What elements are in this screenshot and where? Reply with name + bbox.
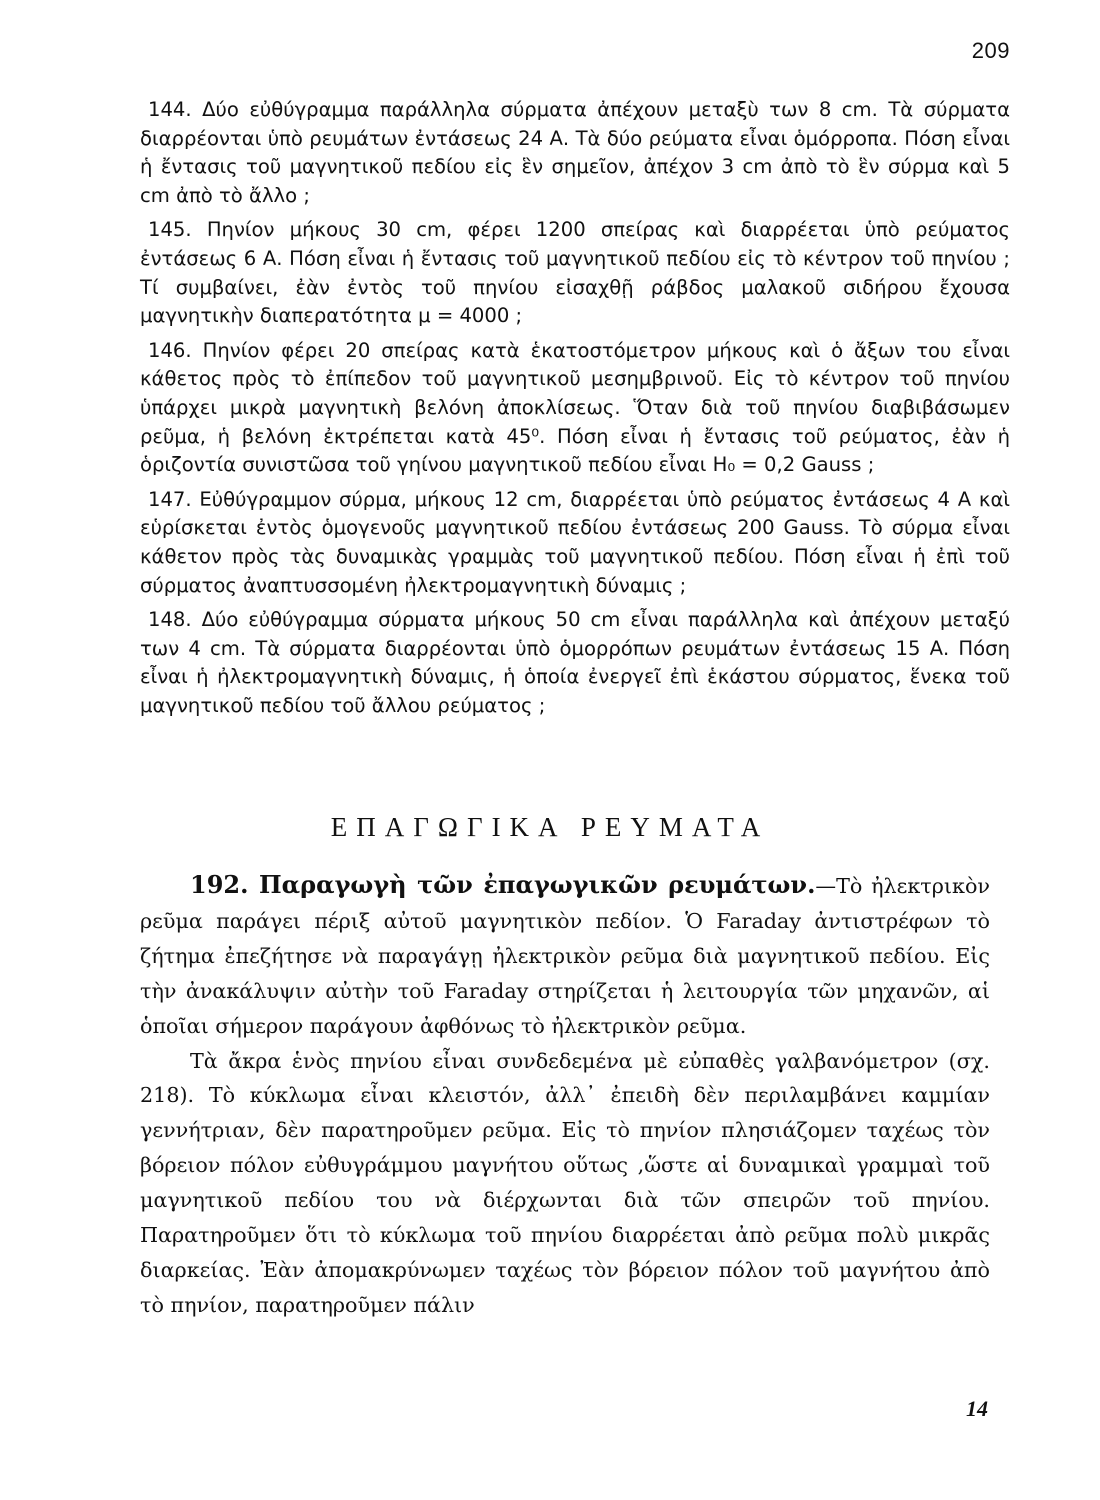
problem-144	[140, 96, 1010, 210]
problem-number: 148.	[148, 608, 192, 632]
problem-text: Δύο εὐθύγραμμα σύρματα μήκους 50 cm εἶναι παράλληλα καὶ ἀπέχουν μεταξύ των 4 cm. Τὰ σύρματα διαρρέονται ὑπὸ ὁμορρόπων ρευμάτων ἐντάσεως 15 Α. Πόση εἶναι ἡ ἠλεκτρομαγνητικὴ δύναμις, ἡ ὁποία ἐνεργεῖ ἐπὶ ἑκάστου σύρματος, ἕνεκα τοῦ μαγνητικοῦ πεδίου τοῦ ἄλλου ρεύματος ;	[140, 608, 1010, 717]
problem-list	[140, 96, 1010, 726]
subsection-title	[190, 870, 815, 899]
section-heading: ΕΠΑΓΩΓΙΚΑ ΡΕΥΜΑΤΑ	[330, 812, 770, 842]
paragraph-1-text: —Τὸ ἠλεκτρικὸν ρεῦμα παράγει πέριξ αὐτοῦ μαγνητικὸν πεδίον. Ὁ Faraday ἀντιστρέφων τὸ ζήτημα ἐπεζήτησε νὰ παραγάγῃ ἠλεκτρικὸν ρεῦμα διὰ μαγνητικοῦ πεδίου. Εἰς τὴν ἀνακάλυψιν αὐτὴν τοῦ Faraday στηρίζεται ἡ λειτουργία τῶν μηχανῶν, αἱ ὁποῖαι σήμερον παράγουν ἀφθόνως τὸ ἠλεκτρικὸν ρεῦμα.	[140, 874, 990, 1038]
problem-text: Πηνίον φέρει 20 σπείρας κατὰ ἑκατοστόμετρον μήκους καὶ ὁ ἄξων του εἶναι κάθετος πρὸς τὸ ἐπίπεδον τοῦ μαγνητικοῦ μεσημβρινοῦ. Εἰς τὸ κέντρον τοῦ πηνίου ὑπάρχει μικρὰ μαγνητικὴ βελόνη ἀποκλίσεως. Ὅταν διὰ τοῦ πηνίου διαβιβάσωμεν ρεῦμα, ἡ βελόνη ἐκτρέπεται κατὰ 45⁰. Πόση εἶναι ἡ ἔντασις τοῦ ρεύματος, ἐὰν ἡ ὁριζοντία συνιστῶσα τοῦ γηίνου μαγνητικοῦ πεδίου εἶναι H₀ = 0,2 Gauss ;	[140, 338, 1011, 477]
subsection-number: 192.	[190, 870, 249, 899]
problem-145	[140, 216, 1010, 330]
problem-148	[140, 606, 1010, 720]
section-paragraph-2: Τὰ ἄκρα ἑνὸς πηνίου εἶναι συνδεδεμένα μὲ εὐπαθὲς γαλβανόμετρον (σχ. 218). Τὸ κύκλωμα εἶναι κλειστόν, ἀλλ᾽ ἐπειδὴ δὲν περιλαμβάνει καμμίαν γεννήτριαν, δὲν παρατηροῦμεν ρεῦμα. Εἰς τὸ πηνίον πλησιάζομεν ταχέως τὸν βόρειον πόλον εὐθυγράμμου μαγνήτου οὕτως ,ὥστε αἱ δυναμικαὶ γραμμαὶ τοῦ μαγνητικοῦ πεδίου του νὰ διέρχωνται διὰ τῶν σπειρῶν τοῦ πηνίου. Παρατηροῦμεν ὅτι τὸ κύκλωμα τοῦ πηνίου διαρρέεται ἀπὸ ρεῦμα πολὺ μικρᾶς διαρκείας. Ἐὰν ἀπομακρύνωμεν ταχέως τὸν βόρειον πόλον τοῦ μαγνήτου ἀπὸ τὸ πηνίον, παρατηροῦμεν πάλιν	[140, 1048, 990, 1317]
problem-text: Πηνίον μήκους 30 cm, φέρει 1200 σπείρας καὶ διαρρέεται ὑπὸ ρεύματος ἐντάσεως 6 Α. Πόση εἶναι ἡ ἔντασις τοῦ μαγνητικοῦ πεδίου εἰς τὸ κέντρον τοῦ πηνίου ; Τί συμβαίνει, ἐὰν ἐντὸς τοῦ πηνίου εἰσαχθῇ ράβδος μαλακοῦ σιδήρου ἔχουσα μαγνητικὴν διαπερατότητα μ = 4000 ;	[140, 218, 1011, 328]
problem-text: Εὐθύγραμμον σύρμα, μήκους 12 cm, διαρρέεται ὑπὸ ρεύματος ἐντάσεως 4 Α καὶ εὑρίσκεται ἐντὸς ὁμογενοῦς μαγνητικοῦ πεδίου ἐντάσεως 200 Gauss. Τὸ σύρμα εἶναι κάθετον πρὸς τὰς δυναμικὰς γραμμὰς τοῦ μαγνητικοῦ πεδίου. Πόση εἶναι ἡ ἐπὶ τοῦ σύρματος ἀναπτυσσομένη ἠλεκτρομαγνητικὴ δύναμις ;	[140, 487, 1010, 597]
signature-mark: 14	[966, 1396, 988, 1421]
problem-number: 146.	[148, 338, 192, 362]
problem-146	[140, 337, 1010, 480]
page-number: 209	[971, 38, 1010, 63]
subsection-title-text: Παραγωγὴ τῶν ἐπαγωγικῶν ρευμάτων.	[259, 870, 816, 899]
problem-147	[140, 486, 1010, 600]
section-paragraph-1	[140, 868, 990, 1044]
problem-number: 145.	[148, 218, 192, 242]
problem-number: 144.	[148, 98, 192, 121]
problem-number: 147.	[148, 487, 192, 511]
problem-text: Δύο εὐθύγραμμα παράλληλα σύρματα ἀπέχουν μεταξὺ των 8 cm. Τὰ σύρματα διαρρέονται ὑπὸ ρευμάτων ἐντάσεως 24 Α. Τὰ δύο ρεύματα εἶναι ὁμόρροπα. Πόση εἶναι ἡ ἔντασις τοῦ μαγνητικοῦ πεδίου εἰς ἓν σημεῖον, ἀπέχον 3 cm ἀπὸ τὸ ἓν σύρμα καὶ 5 cm ἀπὸ τὸ ἄλλο ;	[140, 98, 1010, 207]
section-body	[140, 868, 990, 1323]
